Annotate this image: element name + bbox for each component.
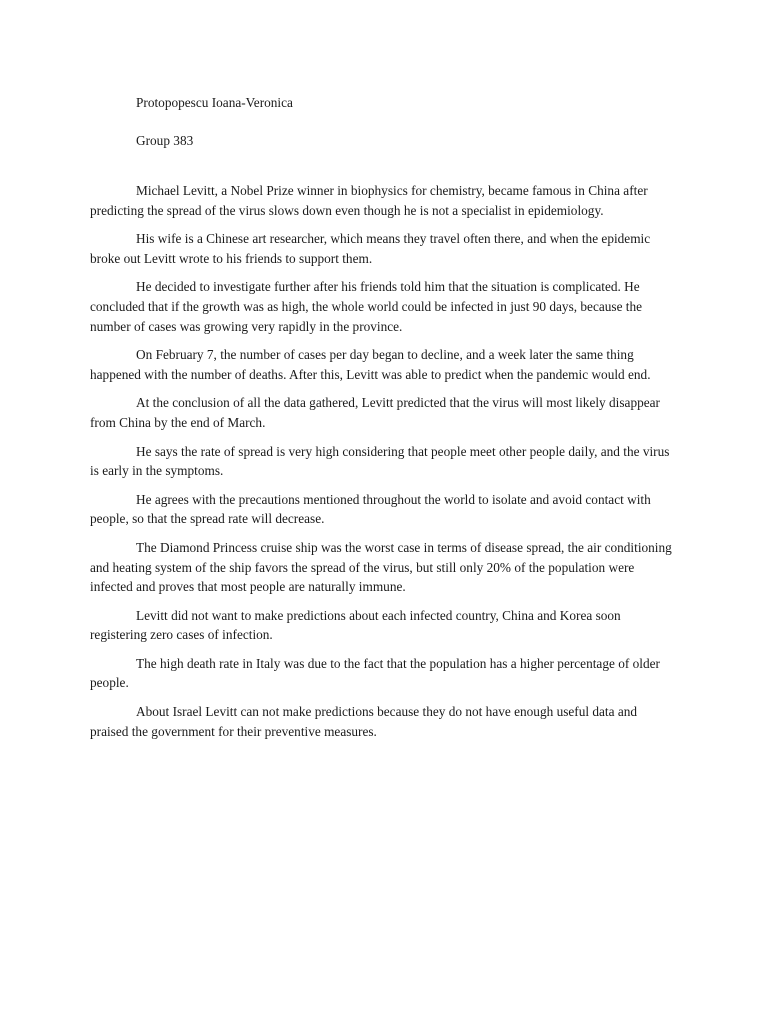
paragraph: He agrees with the precautions mentioned throughout the world to isolate and avoid contact with people, so that the spread rate will decrease. [90, 491, 651, 527]
author-name: Protopopescu Ioana-Veronica [136, 95, 293, 110]
paragraph: He says the rate of spread is very high considering that people meet other people daily, and the virus is early in the symptoms. [90, 443, 670, 479]
paragraph: He decided to investigate further after his friends told him that the situation is complicated. He concluded that if the growth was as high, the whole world could be infected in just 90 days, because the number of cases was growing very rapidly in the province. [90, 279, 643, 334]
group-number: Group 383 [136, 133, 194, 148]
paragraph: On February 7, the number of cases per day began to decline, and a week later the same thing happened with the number of deaths. After this, Levitt was able to predict when the pandemic would end. [90, 347, 651, 382]
paragraph: The Diamond Princess cruise ship was the worst case in terms of disease spread, the air conditioning and heating system of the ship favors the spread of the virus, but still only 20% of the population were infected and proves that most people are naturally immune. [90, 539, 672, 595]
paragraph: The high death rate in Italy was due to the fact that the population has a higher percentage of older people. [90, 655, 660, 691]
document-header [90, 93, 690, 169]
paragraph: Levitt did not want to make predictions about each infected country, China and Korea soon registering zero cases of infection. [90, 607, 621, 643]
paragraph: At the conclusion of all the data gathered, Levitt predicted that the virus will most likely disappear from China by the end of March. [90, 395, 660, 430]
paragraph: About Israel Levitt can not make predictions because they do not have enough useful data and praised the government for their preventive measures. [90, 704, 638, 739]
document-body [90, 181, 672, 750]
paragraph: Michael Levitt, a Nobel Prize winner in biophysics for chemistry, became famous in China after predicting the spread of the virus slows down even though he is not a specialist in epidemiology. [90, 183, 648, 218]
paragraph: His wife is a Chinese art researcher, which means they travel often there, and when the epidemic broke out Levitt wrote to his friends to support them. [90, 231, 651, 266]
